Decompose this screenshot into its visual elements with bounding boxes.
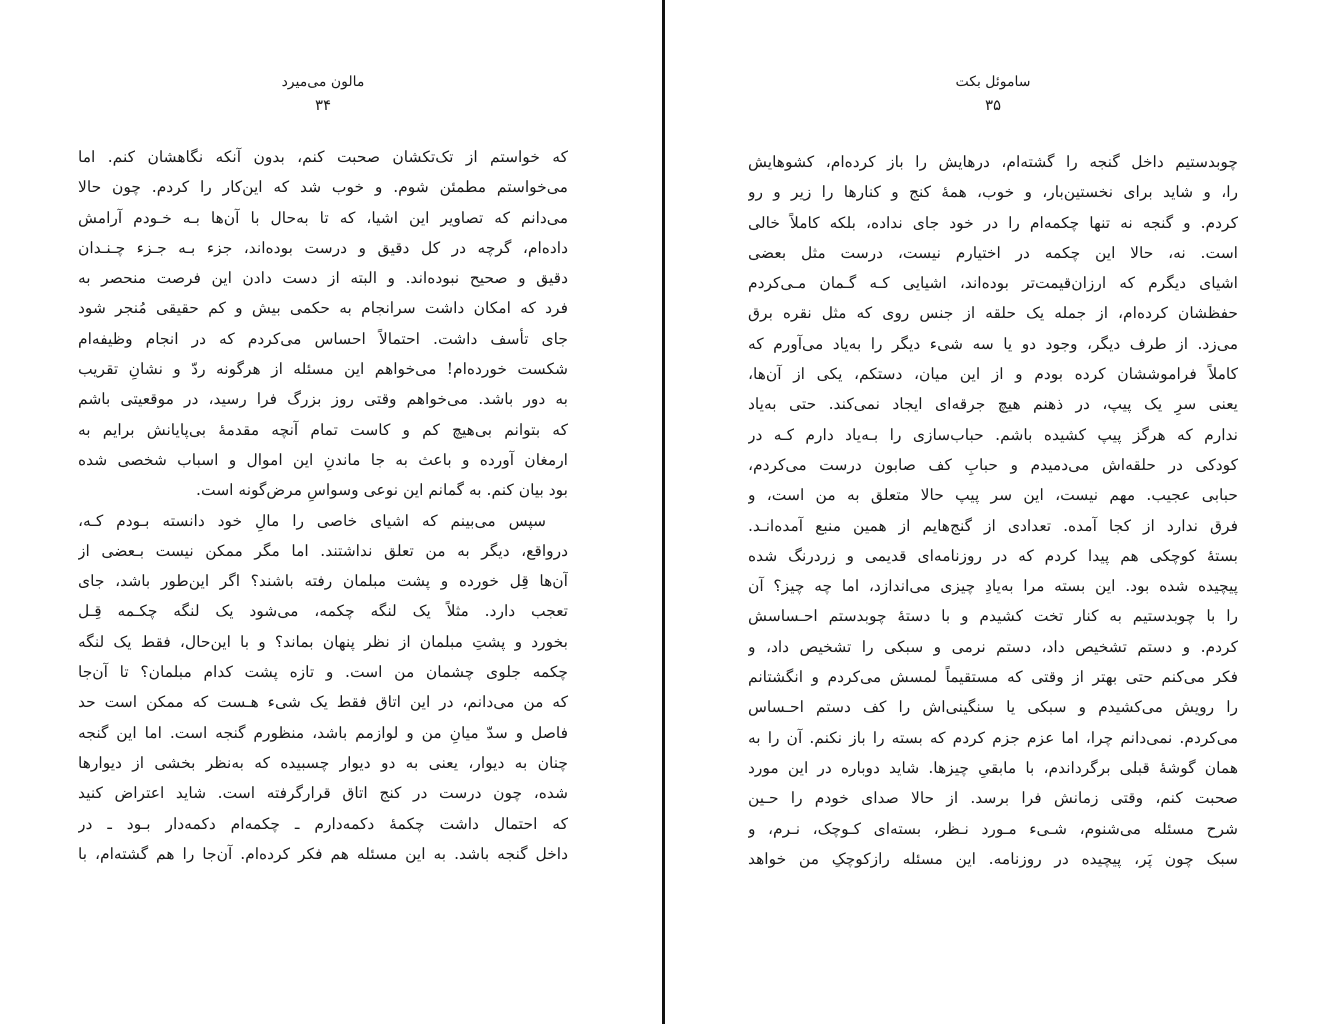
text-line: فرق ندارد از کجا آمده. تعدادی از گنج‌هایم از همین منبع آمده‌انـد. bbox=[748, 516, 1238, 535]
text-line: فاصل و سدّ میانِ من و لوازمم باشد، منظورم گنجه است. اما این گنجه bbox=[78, 723, 568, 742]
text-line: آن‌ها قِل خورده و پشت مبلمان رفته باشند؟ اگر این‌طور باشد، جای bbox=[78, 572, 568, 591]
text-line: سپس می‌بینم که اشیای خاصی را مالِ خود دانسته بـودم کـه، bbox=[78, 511, 546, 530]
text-line: را، و شاید برای نخستین‌بار، و خوب، همهٔ کنج و کنارها را زیر و رو bbox=[748, 183, 1238, 202]
text-line: که من می‌دانم، در این اتاق فقط یک شیء هـست که ممکن است حد bbox=[78, 693, 568, 712]
text-line: فرد که امکان داشت سرانجام به حکمی بیش و کم حقیقی مُنجر شود bbox=[78, 299, 568, 318]
text-line: بود بیان کنم. به گمانم این نوعی وسواسِ مرض‌گونه است. bbox=[196, 481, 568, 500]
text-line: بستهٔ کوچکی هم پیدا کردم که در روزنامه‌ای قدیمی و زردرنگ شده bbox=[748, 546, 1238, 565]
text-line: تعجب دارد. مثلاً یک لنگه چکمه، می‌شود یک لنگه چکـمه قِـل bbox=[78, 602, 568, 621]
text-line: حفظشان کرده‌ام، از جمله یک حلقه از جنس روی که مثل نقره برق bbox=[748, 304, 1238, 323]
text-line: چنان به دیوار، یعنی به دو دیوار چسبیده که به‌نظر بخشی از دیوارها bbox=[78, 753, 568, 772]
text-line: پیچیده شده بود. این بسته مرا به‌یادِ چیزی می‌اندازد، اما چه چیز؟ آن bbox=[748, 577, 1238, 596]
text-line: بخورد و پشتِ مبلمان از نظر پنهان بماند؟ و با این‌حال، فقط یک لنگه bbox=[78, 632, 568, 651]
text-line: کردم. و دستم تشخیص داد، دستم نرمی و سبکی را تشخیص داد، و bbox=[748, 637, 1238, 656]
text-line: چوبدستیم داخل گنجه را گشته‌ام، درهایش را باز کرده‌ام، کشوهایش bbox=[748, 153, 1238, 171]
page-number: ۳۴ bbox=[314, 96, 332, 114]
text-line: جای تأسف داشت. احتمالاً احساس می‌کردم که در انجام وظیفه‌ام bbox=[78, 329, 568, 348]
text-line: سبک چون پَر، پیچیده در روزنامه. این مسئله رازکوچکِ من خواهد bbox=[748, 849, 1238, 868]
text-line: داخل گنجه باشد. به این مسئله هم فکر کرده‌ام. آن‌جا را هم گشته‌ام، با bbox=[78, 844, 568, 863]
text-line: می‌زد. از طرف دیگر، وجود دو یا سه شیء دیگر را به‌یاد می‌آورم که bbox=[748, 334, 1238, 353]
text-line: کردم. و گنجه نه تنها چکمه‌ام را در خود جای نداده، بلکه کاملاً خالی bbox=[748, 213, 1238, 232]
running-head-author: ساموئل بکت bbox=[955, 74, 1031, 90]
text-line: که خواستم از تک‌تکشان صحبت کنم، بدون آنکه نگاهشان کنم. اما bbox=[78, 148, 568, 166]
right-page bbox=[748, 0, 1238, 1024]
body-text bbox=[78, 142, 568, 869]
text-line: به دور باشد. می‌خواهم وقتی روز بزرگ فرا رسید، در موقعیتی باشم bbox=[78, 390, 568, 409]
text-line: که احتمال داشت چکمهٔ دکمه‌دارم ـ چکمه‌ام دکمه‌دار بـود ـ در bbox=[78, 814, 568, 833]
page-gutter bbox=[662, 0, 665, 1024]
text-line: حبابی عجیب. مهم نیست، این سر پیپ حالا متعلق به من است، و bbox=[748, 486, 1238, 505]
text-line: می‌کردم. نمی‌دانم چرا، اما عزم جزم کردم که بسته را باز نکنم. آن را به bbox=[748, 728, 1238, 747]
text-line: شرح مسئله می‌شنوم، شـیء مـورد نـظر، بسته‌ای کـوچک، نـرم، و bbox=[748, 819, 1238, 838]
text-line: اشیای دیگرم که ارزان‌قیمت‌تر بوده‌اند، اشیایی کـه گـمان مـی‌کردم bbox=[748, 274, 1238, 293]
text-line: درواقع، دیگر به من تعلق نداشتند. اما مگر ممکن نیست بـعضی از bbox=[78, 541, 568, 560]
text-line: که بتوانم بی‌هیچ کم و کاست تمام آنچه مقدمهٔ بی‌پایانش برایم به bbox=[78, 420, 568, 439]
text-line: داده‌ام، گرچه در کل دقیق و درست بوده‌اند، جزء بـه جـزء چـنـدان bbox=[78, 238, 568, 257]
text-line: همان گوشهٔ قبلی برگرداندم، با مابقیِ چیزها. شاید دوباره در این مورد bbox=[748, 758, 1238, 777]
page-number: ۳۵ bbox=[984, 96, 1002, 114]
text-line: چکمه جلوی چشمان من است. و تازه پشت کدام مبلمان؟ تا آن‌جا bbox=[78, 663, 568, 682]
text-line: شکست خورده‌ام! می‌خواهم این مسئله از هرگونه ردّ و نشانِ تقریب bbox=[78, 360, 568, 379]
text-line: یعنی سرِ یک پیپ، در ذهنم هیچ جرقه‌ای ایجاد نمی‌کند. حتی به‌یاد bbox=[748, 395, 1238, 414]
body-text bbox=[748, 147, 1238, 874]
text-line: می‌دانم که تصاویر این اشیا، که تا به‌حال با آن‌ها بـه خـودم آرامش bbox=[78, 208, 568, 227]
text-line: را رویش می‌کشیدم و سبکی یا سنگینی‌اش را کف دستم احـساس bbox=[748, 698, 1238, 717]
running-head-title: مالون می‌میرد bbox=[281, 74, 365, 90]
left-page bbox=[78, 0, 568, 1024]
text-line: ندارم که هرگز پیپ کشیده باشم. حباب‌سازی را بـه‌یاد دارم کـه در bbox=[748, 425, 1238, 444]
text-line: ارمغان آورده و باعث به جا ماندنِ این اموال و اسباب شخصی شده bbox=[78, 450, 568, 469]
text-line: دقیق و صحیح نبوده‌اند. و البته از دست دادن این فرصت منحصر به bbox=[78, 269, 568, 288]
text-line: کاملاً فراموششان کرده بودم و از این میان، دستکم، یکی از آن‌ها، bbox=[748, 365, 1238, 384]
text-line: می‌خواستم مطمئن شوم. و خوب شد که این‌کار را کردم. چون حالا bbox=[78, 178, 568, 197]
text-line: است. نه، حالا این چکمه در اختیارم نیست، درست مثل بعضی bbox=[748, 243, 1238, 262]
text-line: صحبت کنم، وقتی زمانش فرا برسد. از حالا صدای خودم را حـین bbox=[748, 789, 1238, 808]
text-line: شده، چون درست در کنج اتاق قرارگرفته است. شاید اعتراض کنید bbox=[78, 784, 568, 803]
text-line: را با چوبدستیم به کنار تخت کشیدم و با دستهٔ چوبدستم احـساسش bbox=[748, 607, 1238, 626]
text-line: فکر می‌کنم حتی بهتر از وقتی که مستقیماً لمسش می‌کردم و انگشتانم bbox=[748, 668, 1238, 687]
text-line: کودکی در حلقه‌اش می‌دمیدم و حبابِ کف صابون درست می‌کردم، bbox=[748, 455, 1238, 474]
